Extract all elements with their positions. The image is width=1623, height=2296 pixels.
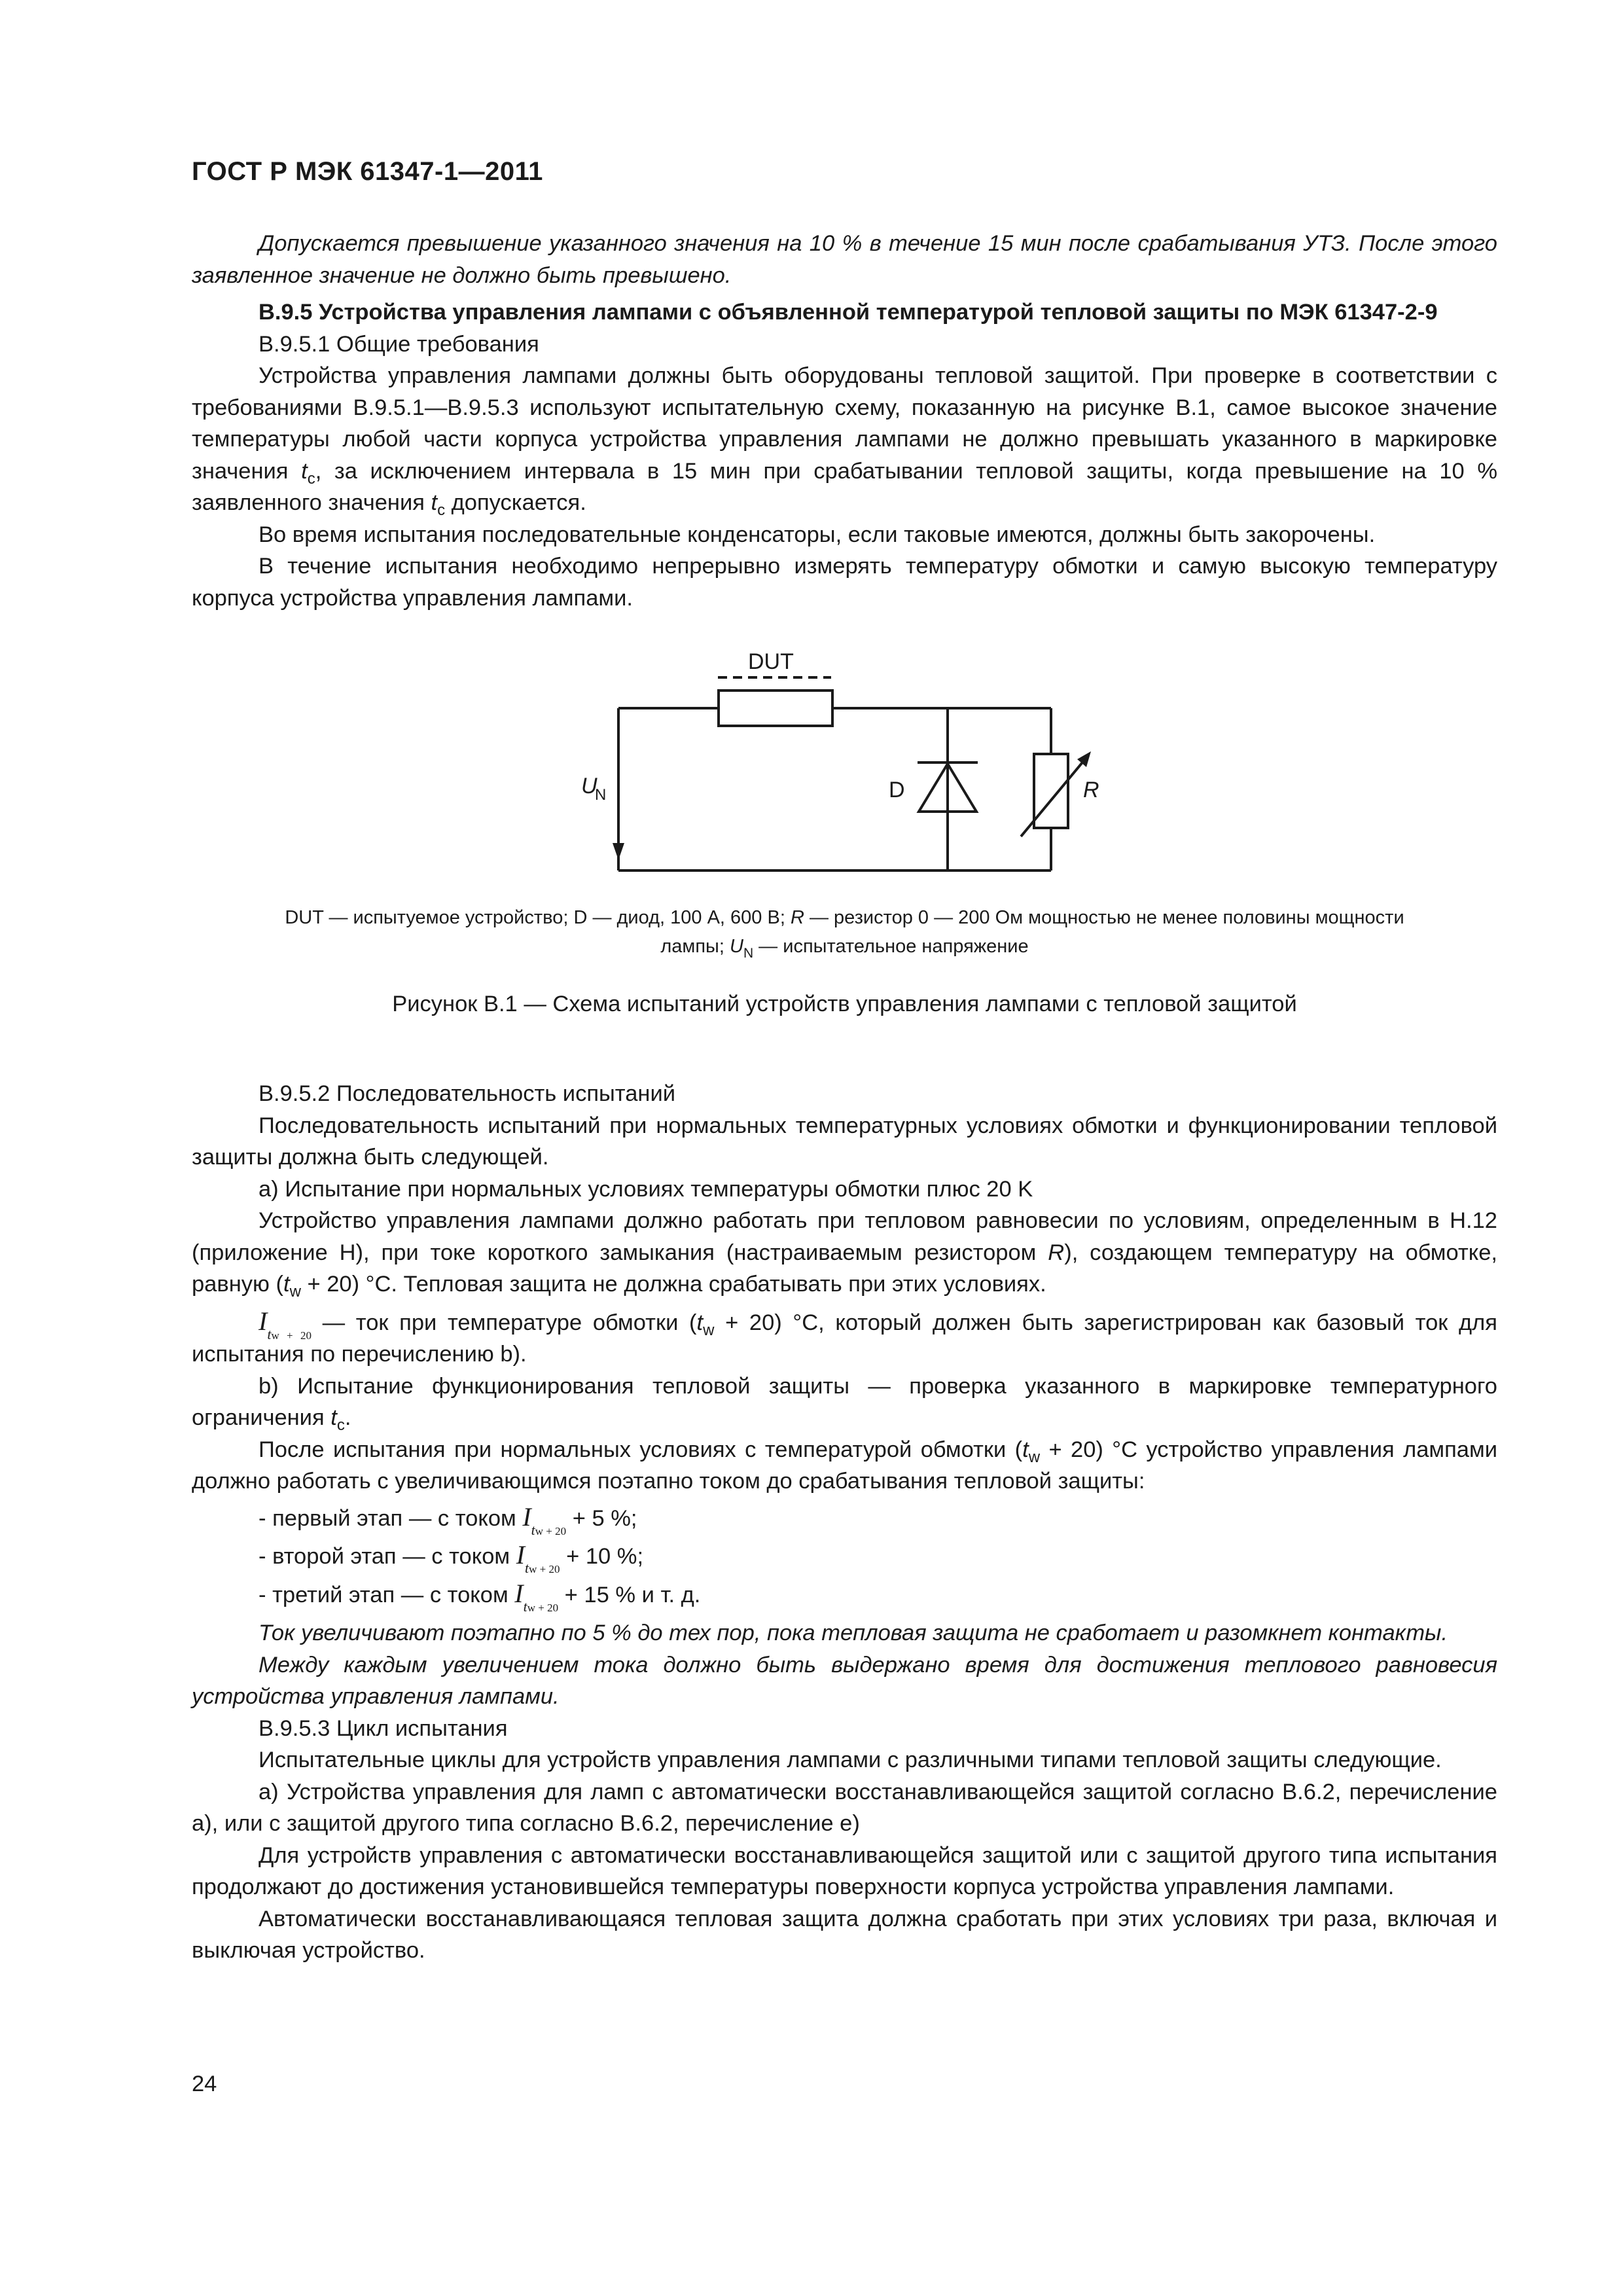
dut-resistor [719, 691, 832, 726]
voltage-label: U [581, 774, 597, 798]
diode-label: D [889, 778, 905, 802]
dut-label: DUT [748, 649, 794, 674]
voltage-arrowhead [613, 843, 624, 860]
subsection-title-b952: B.9.5.2 Последовательность испытаний [259, 1081, 676, 1106]
paragraph-cycle-trip: Автоматически восстанавливающаяся тепловая защита должна сработать при этих условиях три раза, включая и выключая устройство. [192, 1906, 1497, 1963]
figure-title: Рисунок B.1 — Схема испытаний устройств управления лампами с тепловой защитой [392, 992, 1297, 1016]
paragraph-item-b: После испытания при нормальных условиях с температурой обмотки $(t_w + 20)$ °C устройство управления лампами должно работать с увеличивающимся поэтапно током до срабатывания тепловой защиты: [192, 1437, 1497, 1494]
figure-legend-line-2: лампы; $U_N$ — испытательное напряжение [660, 936, 1029, 961]
paragraph-base-current: $I_{tw + 20}$ — ток при температуре обмотки $(t_w + 20)$ °C, который должен быть зарегистрирован как базовый ток для испытания по перечислению b). [192, 1306, 1497, 1367]
paragraph-cycle-auto: Для устройств управления с автоматически восстанавливающейся защитой или с защитой другого типа испытания продолжают до достижения установившейся температуры поверхности корпуса устройства управления лампами. [192, 1842, 1497, 1899]
section-heading: B.9.5 Устройства управления лампами с объявленной температурой тепловой защиты по МЭК 61347-2-9 [259, 300, 1438, 325]
note-current-increase: Ток увеличивают поэтапно по 5 % до тех пор, пока тепловая защита не сработает и разомкнет контакты. [259, 1621, 1448, 1645]
resistor-label: R [1083, 778, 1099, 802]
document-header: ГОСТ Р МЭК 61347-1—2011 [192, 157, 543, 186]
paragraph-capacitors: Во время испытания последовательные конденсаторы, если таковые имеются, должны быть закорочены. [259, 522, 1376, 547]
item-a-title: a) Испытание при нормальных условиях температуры обмотки плюс 20 K [259, 1176, 1033, 1202]
step-2: - второй этап — с током $I_{tw + 20} + 10$ %; [259, 1540, 644, 1576]
subsection-title-b953: B.9.5.3 Цикл испытания [259, 1715, 508, 1741]
intro-note: Допускается превышение указанного значения на 10 % в течение 15 мин после срабатывания УТЗ. После этого заявленное значение не должно быть превышено. [192, 231, 1497, 288]
page-number: 24 [192, 2072, 217, 2096]
voltage-label-sub: N [595, 786, 607, 804]
subsection-title-b951: B.9.5.1 Общие требования [259, 331, 539, 357]
paragraph-sequence-intro: Последовательность испытаний при нормальных температурных условиях обмотки и функционировании тепловой защиты должна быть следующей. [192, 1113, 1497, 1170]
step-3: - третий этап — с током $I_{tw + 20} + 15$ % и т. д. [259, 1578, 701, 1615]
paragraph-cycle-intro: Испытательные циклы для устройств управления лампами с различными типами тепловой защиты следующие. [259, 1748, 1442, 1772]
paragraph-item-a: Устройство управления лампами должно работать при тепловом равновесии по условиям, определенным в H.12 (приложение H), при токе короткого замыкания (настраиваемым резистором R), создающем температуру на обмотке, равную $(t_w + 20)$ °C. Тепловая защита не должна срабатывать при этих условиях. [192, 1208, 1498, 1300]
paragraph-measurement: В течение испытания необходимо непрерывно измерять температуру обмотки и самую высокую температуру корпуса устройства управления лампами. [192, 554, 1497, 611]
variable-resistor [1034, 754, 1068, 828]
figure-legend-line-1: DUT — испытуемое устройство; D — диод, 100 A, 600 B; R — резистор 0 — 200 Ом мощностью не менее половины мощности [285, 907, 1404, 928]
section-b952-text [192, 1078, 1497, 1967]
figure-legend [192, 903, 1497, 961]
note-equilibrium: Между каждым увеличением тока должно быть выдержано время для достижения теплового равновесия устройства управления лампами. [192, 1652, 1497, 1709]
step-1: - первый этап — с током $I_{tw + 20} + 5$ %; [259, 1501, 637, 1538]
paragraph-cycle-a: a) Устройства управления для ламп с автоматически восстанавливающейся защитой согласно B.6.2, перечисление a), или с защитой другого типа согласно B.6.2, перечисление e) [192, 1779, 1497, 1836]
item-b-title: b) Испытание функционирования тепловой защиты — проверка указанного в маркировке температурного ограничения $t_c$. [192, 1373, 1497, 1434]
paragraph-general-requirements: Устройства управления лампами должны быть оборудованы тепловой защитой. При проверке в соответствии с требованиями B.9.5.1—B.9.5.3 используют испытательную схему, показанную на рисунке B.1, самое высокое значение температуры любой части корпуса устройства управления лампами не должно превышать указанного в маркировке значения $t_c$, за исключением интервала в 15 мин при срабатывании тепловой защиты, когда превышение на 10 % заявленного значения $t_c$ допускается. [192, 363, 1497, 519]
variable-resistor-arrow-line [1021, 759, 1085, 836]
